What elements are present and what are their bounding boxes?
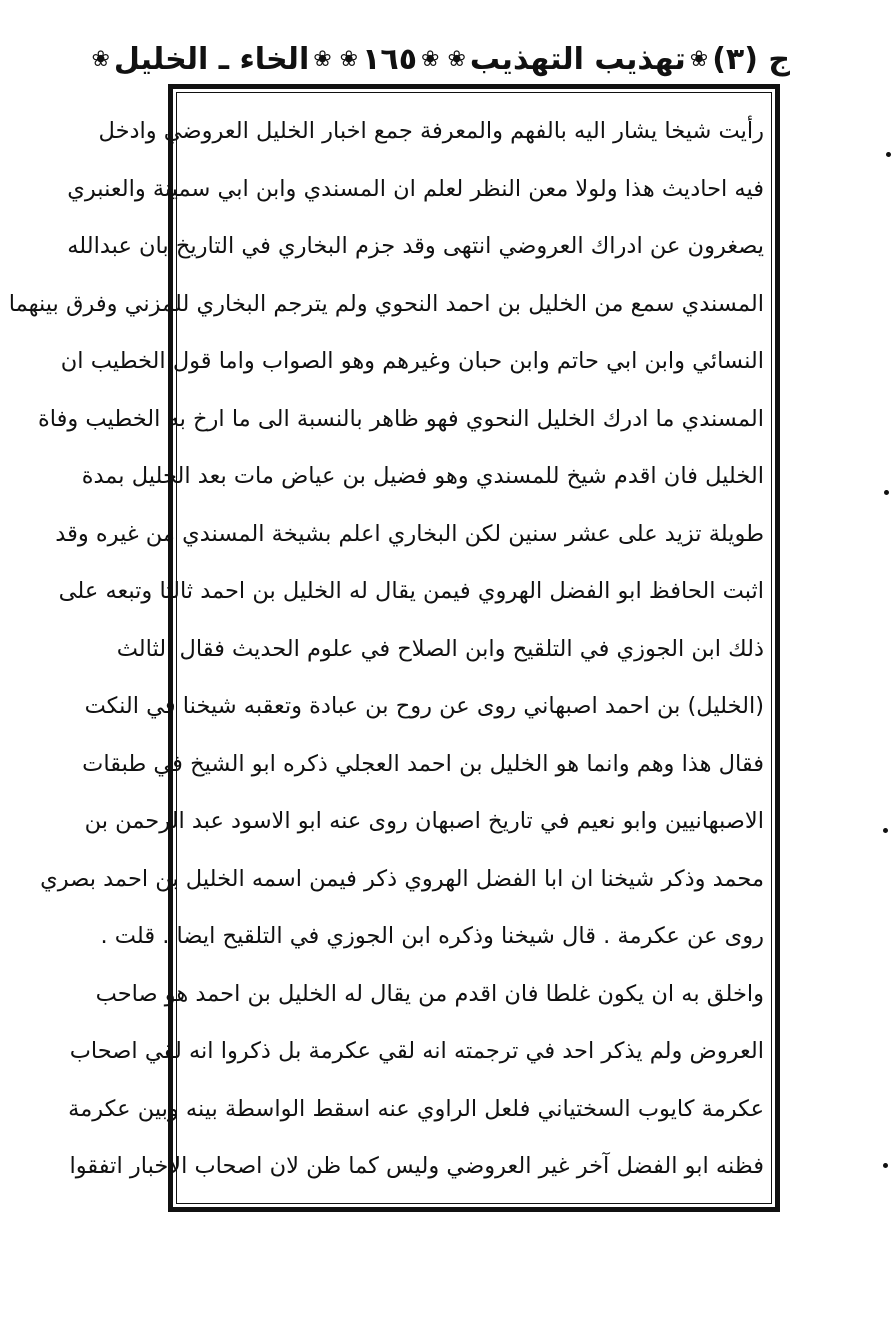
- text-line: محمد وذكر شيخنا ان ابا الفضل الهروي ذكر فيمن اسمه الخليل بن احمد بصري: [40, 865, 764, 892]
- scan-speck: [883, 828, 888, 833]
- header-page-number-segment: [336, 42, 444, 77]
- text-line: المسندي سمع من الخليل بن احمد النحوي ولم يترجم البخاري للمزني وفرق بينهما: [8, 290, 764, 317]
- text-line: طويلة تزيد على عشر سنين لكن البخاري اعلم بشيخة المسندي من غيره وقد: [55, 520, 764, 547]
- scan-speck: [884, 490, 889, 495]
- text-line: يصغرون عن ادراك العروضي انتهى وقد جزم البخاري في التاريخ بان عبدالله: [67, 233, 764, 259]
- ornament-icon: ❀: [447, 46, 466, 72]
- ornament-icon: ❀: [339, 46, 359, 72]
- text-line: روى عن عكرمة . قال شيخنا وذكره ابن الجوزي في التلقيح ايضا . قلت .: [100, 923, 764, 949]
- text-line: المسندي ما ادرك الخليل النحوي فهو ظاهر بالنسبة الى ما ارخ به الخطيب وفاة: [38, 405, 764, 432]
- page-body-text: [8, 104, 764, 1194]
- text-line: الخليل فان اقدم شيخ للمسندي وهو فضيل بن عياض مات بعد الخليل بمدة: [81, 463, 764, 489]
- header-section-title-segment: [87, 42, 335, 77]
- text-line: عكرمة كايوب السختياني فلعل الراوي عنه اسقط الواسطة بينه وبين عكرمة: [68, 1095, 764, 1122]
- scan-speck: [886, 152, 891, 157]
- ornament-icon: ❀: [91, 46, 110, 72]
- text-line: ذلك ابن الجوزي في التلقيح وابن الصلاح في علوم الحديث فقال الثالث: [116, 635, 764, 662]
- text-line: فيه احاديث هذا ولولا معن النظر لعلم ان المسندي وابن ابي سمينة والعنبري: [67, 175, 764, 202]
- book-title: تهذيب التهذيب: [469, 41, 686, 77]
- ornament-icon: ❀: [313, 46, 332, 72]
- volume-label: ج (٣): [712, 41, 790, 77]
- text-line: (الخليل) بن احمد اصبهاني روى عن روح بن عبادة وتعقبه شيخنا في النكت: [84, 693, 764, 719]
- section-title: الخاء ـ الخليل: [113, 41, 310, 77]
- text-line: اثبت الحافظ ابو الفضل الهروي فيمن يقال له الخليل بن احمد ثالثا وتبعه على: [58, 578, 764, 604]
- text-line: رأيت شيخا يشار اليه بالفهم والمعرفة جمع اخبار الخليل العروضي وادخل: [98, 118, 764, 144]
- text-line: الاصبهانيين وابو نعيم في تاريخ اصبهان روى عنه ابو الاسود عبد الرحمن بن: [84, 808, 764, 834]
- text-line: العروض ولم يذكر احد في ترجمته انه لقي عكرمة بل ذكروا انه لقي اصحاب: [69, 1038, 764, 1064]
- text-line: فقال هذا وهم وانما هو الخليل بن احمد العجلي ذكره ابو الشيخ في طبقات: [82, 750, 764, 777]
- page-header: [91, 34, 790, 84]
- page-number: ١٦٥: [362, 41, 418, 77]
- text-line: النسائي وابن ابي حاتم وابن حبان وغيرهم وهو الصواب واما قول الخطيب ان: [60, 348, 764, 374]
- header-book-title-segment: [443, 42, 685, 77]
- header-volume-segment: [686, 42, 790, 77]
- text-line: فظنه ابو الفضل آخر غير العروضي وليس كما ظن لان اصحاب الاخبار اتفقوا: [69, 1153, 764, 1179]
- scan-speck: [883, 1163, 888, 1168]
- ornament-icon: ❀: [421, 46, 440, 72]
- text-line: واخلق به ان يكون غلطا فان اقدم من يقال له الخليل بن احمد هو صاحب: [95, 980, 764, 1007]
- ornament-icon: ❀: [689, 46, 709, 72]
